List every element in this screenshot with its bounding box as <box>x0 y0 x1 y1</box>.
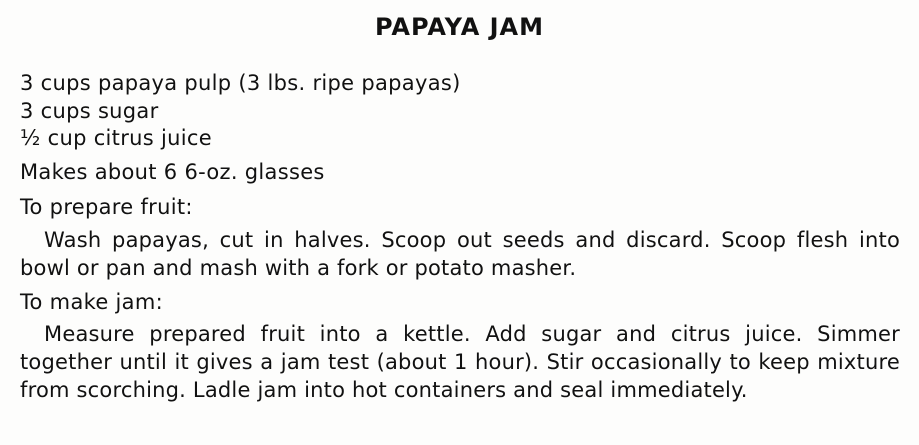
ingredient-item: 3 cups papaya pulp (3 lbs. ripe papayas) <box>20 71 461 95</box>
recipe-yield: Makes about 6 6-oz. glasses <box>20 160 325 184</box>
section-heading-prepare: To prepare fruit: <box>20 195 193 219</box>
ingredient-item: ½ cup citrus juice <box>20 126 212 150</box>
section-text-prepare <box>20 226 900 282</box>
ingredient-item: 3 cups sugar <box>20 99 159 123</box>
section-text-make-body: Measure prepared fruit into a kettle. Add sugar and citrus juice. Simmer together until it gives a jam test (about 1 hour). Stir occasionally to keep mixture from scorching. Ladle jam into hot containers and seal immediately. <box>20 322 900 402</box>
section-text-prepare-body: Wash papayas, cut in halves. Scoop out seeds and discard. Scoop flesh into bowl or pan and mash with a fork or potato masher. <box>20 228 900 280</box>
section-text-make <box>20 320 900 404</box>
recipe-title: PAPAYA JAM <box>374 13 545 41</box>
section-heading-make: To make jam: <box>20 290 163 314</box>
